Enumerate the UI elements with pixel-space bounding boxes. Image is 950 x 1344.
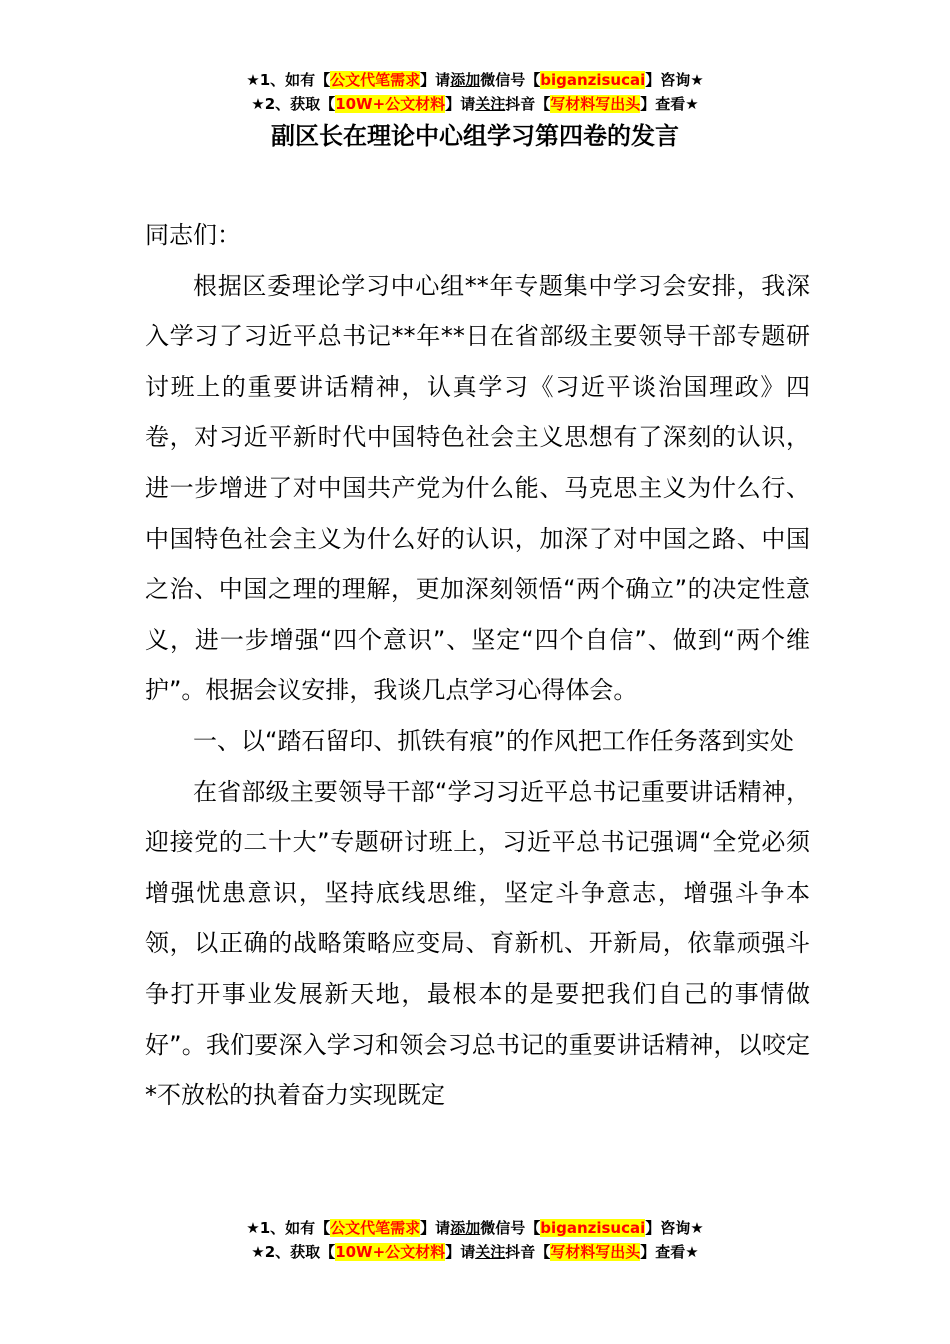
paragraph-section-1: 在省部级主要领导干部“学习习近平总书记重要讲话精神，迎接党的二十大”专题研讨班上，习近平总书记强调“全党必须增强忧患意识，坚持底线思维，坚定斗争意志，增强斗争本领，以正确的战略策略应变局、育新机、开新局，依靠顽强斗争打开事业发展新天地，最根本的是要把我们自己的事情做好”。我们要深入学习和领会习总书记的重要讲话精神，以咬定*不放松的执着奋力实现既定 xyxy=(145,777,810,1110)
salutation: 同志们： xyxy=(145,221,241,249)
document-title: 副区长在理论中心组学习第四卷的发言 xyxy=(271,122,679,150)
footer-highlight-douyin: 写材料写出头 xyxy=(550,1243,641,1261)
footer-highlight-materials: 10W+公文材料 xyxy=(335,1243,446,1261)
section-heading-1: 一、以“踏石留印、抓铁有痕”的作风把工作任务落到实处 xyxy=(193,726,794,755)
document-body xyxy=(145,210,810,1121)
paragraph-intro: 根据区委理论学习中心组**年专题集中学习会安排，我深入学习了习近平总书记**年**日在省部级主要领导干部专题研讨班上的重要讲话精神，认真学习《习近平谈治国理政》四卷，对习近平新时代中国特色社会主义思想有了深刻的认识，进一步增进了对中国共产党为什么能、马克思主义为什么行、中国特色社会主义为什么好的认识，加深了对中国之路、中国之治、中国之理的理解，更加深刻领悟“两个确立”的决定性意义，进一步增强“四个意识”、坚定“四个自信”、做到“两个维护”。根据会议安排，我谈几点学习心得体会。 xyxy=(145,271,810,705)
footer-highlight-service: 公文代笔需求 xyxy=(330,1219,421,1237)
footer-line-2: ★2、获取【10W+公文材料】请关注抖音【写材料写出头】查看★ xyxy=(251,1243,699,1261)
banner-line-1: ★1、如有【公文代笔需求】请添加微信号【biganzisucai】咨询★ xyxy=(246,71,704,89)
footer-highlight-wechat-id: biganzisucai xyxy=(540,1219,646,1237)
footer-banner xyxy=(0,1216,950,1264)
highlight-materials: 10W+公文材料 xyxy=(335,95,446,113)
highlight-douyin: 写材料写出头 xyxy=(550,95,641,113)
header-banner xyxy=(0,68,950,116)
footer-line-1: ★1、如有【公文代笔需求】请添加微信号【biganzisucai】咨询★ xyxy=(246,1219,704,1237)
highlight-service: 公文代笔需求 xyxy=(330,71,421,89)
banner-line-2: ★2、获取【10W+公文材料】请关注抖音【写材料写出头】查看★ xyxy=(251,95,699,113)
highlight-wechat-id: biganzisucai xyxy=(540,71,646,89)
